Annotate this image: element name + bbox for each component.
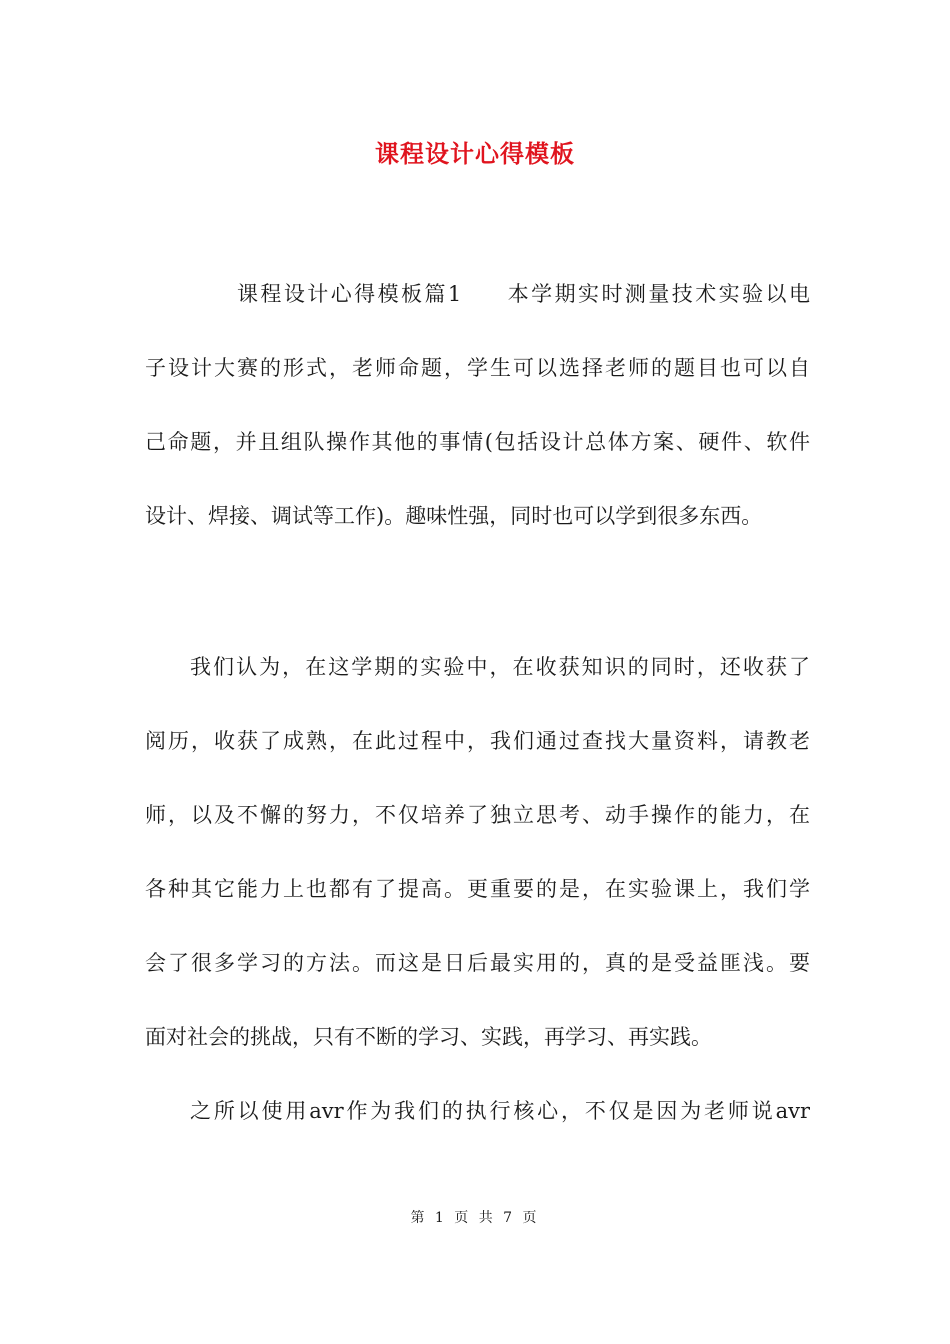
paragraph-1-line-1 (237, 278, 810, 310)
page-number-footer: 第 1 页 共 7 页 (410, 1210, 540, 1226)
paragraph-2-line-2: 阅历，收获了成熟，在此过程中，我们通过查找大量资料，请教老 (145, 729, 810, 753)
paragraph-2-line-3: 师，以及不懈的努力，不仅培养了独立思考、动手操作的能力，在 (145, 803, 810, 827)
paragraph-2-line-1: 我们认为，在这学期的实验中，在收获知识的同时，还收获了 (190, 655, 810, 679)
paragraph-2-line-6: 面对社会的挑战，只有不断的学习、实践，再学习、再实践。 (145, 1025, 712, 1049)
paragraph-1-line-2: 子设计大赛的形式，老师命题，学生可以选择老师的题目也可以自 (145, 356, 810, 380)
paragraph-2-line-5: 会了很多学习的方法。而这是日后最实用的，真的是受益匪浅。要 (145, 951, 810, 975)
document-title: 课程设计心得模板 (375, 139, 575, 168)
paragraph-1-line-4: 设计、焊接、调试等工作)。趣味性强，同时也可以学到很多东西。 (145, 504, 763, 528)
section-heading: 课程设计心得模板篇1 (237, 282, 462, 306)
paragraph-3-line-1: 之所以使用avr作为我们的执行核心，不仅是因为老师说avr (190, 1099, 810, 1123)
paragraph-1-line-3: 己命题，并且组队操作其他的事情(包括设计总体方案、硬件、软件 (145, 430, 810, 454)
paragraph-2-line-4: 各种其它能力上也都有了提高。更重要的是，在实验课上，我们学 (145, 877, 810, 901)
paragraph-1-text-1: 本学期实时测量技术实验以电 (505, 282, 810, 306)
